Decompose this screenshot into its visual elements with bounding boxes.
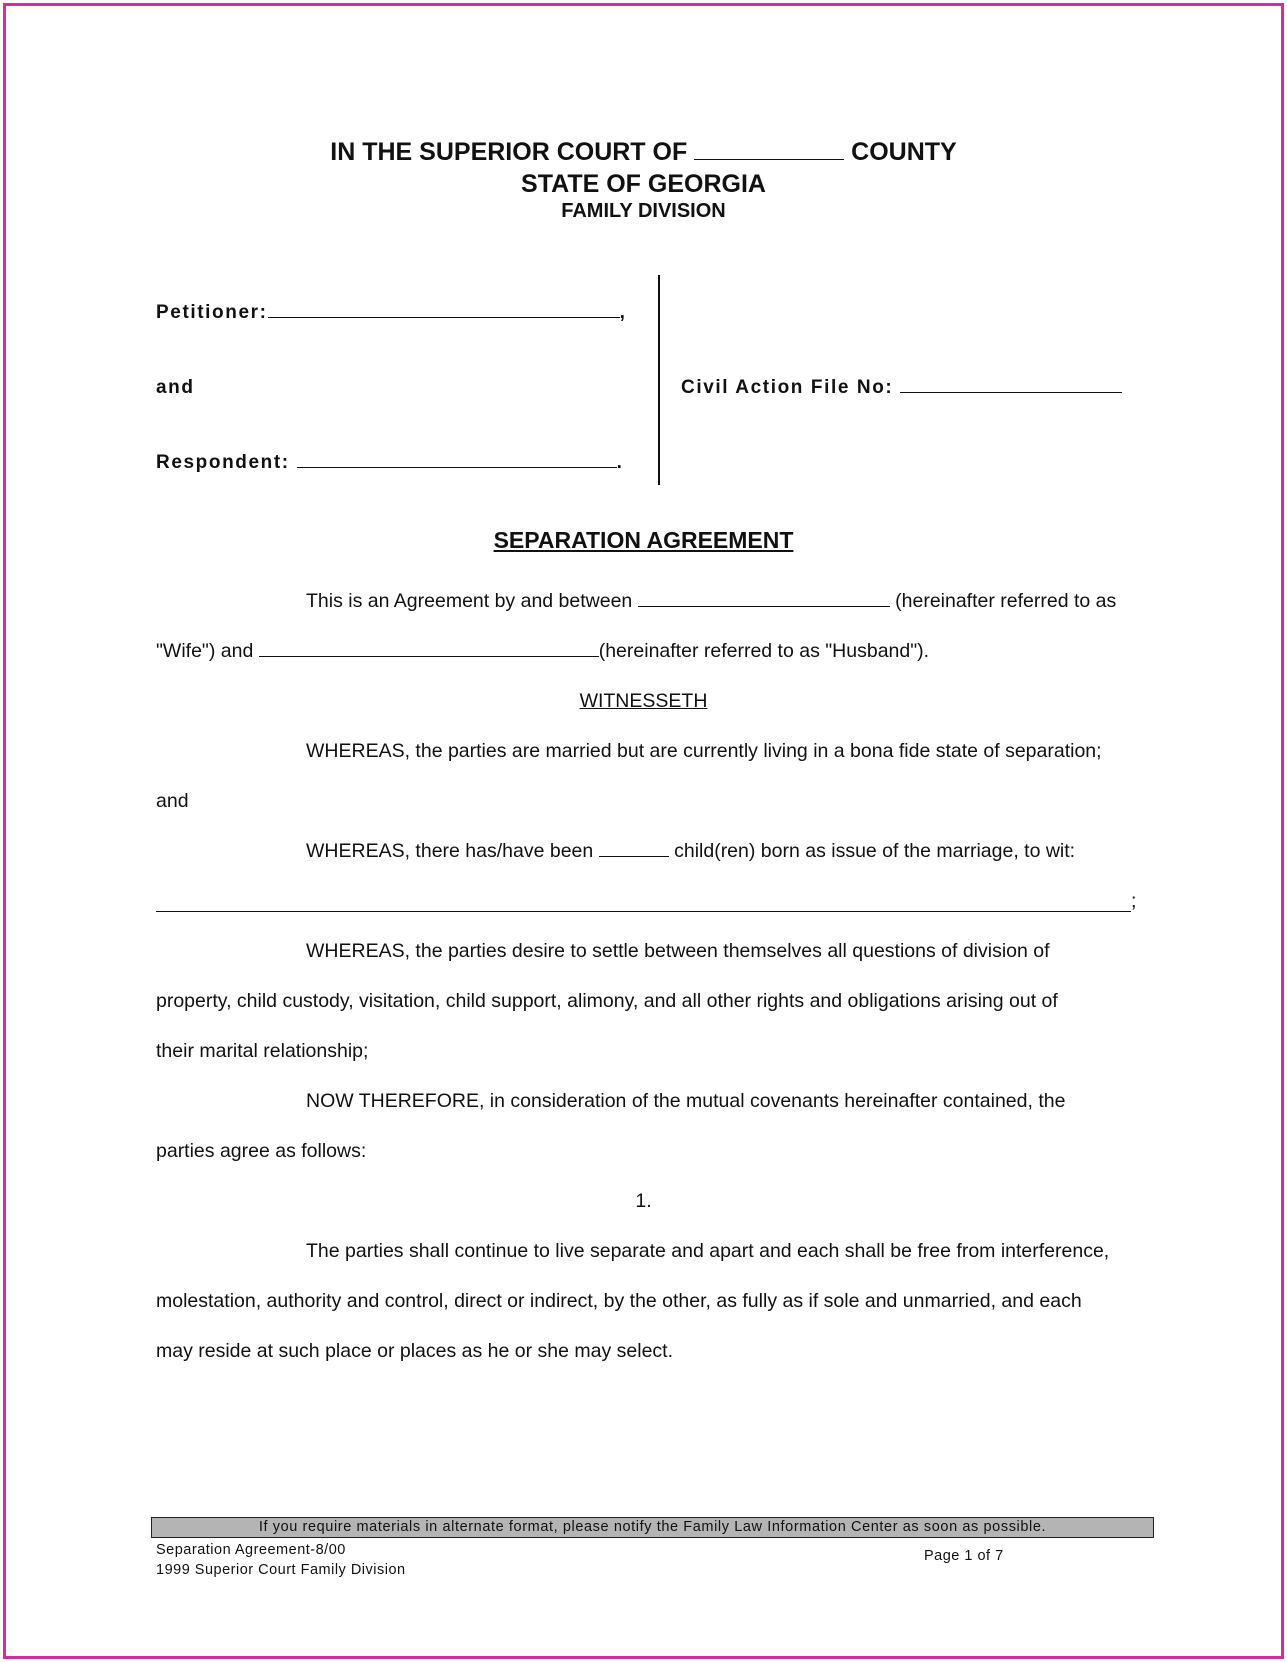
wife-name-blank — [638, 605, 890, 607]
agreement-line-1-end: (hereinafter referred to as — [895, 590, 1117, 612]
whereas-2-line-1 — [306, 840, 1075, 863]
court-heading-start: IN THE SUPERIOR COURT OF — [330, 138, 688, 166]
whereas-2-line-1-end: child(ren) born as issue of the marriage, to wit: — [674, 840, 1076, 862]
document-title: SEPARATION AGREEMENT — [493, 527, 794, 553]
whereas-3-line-2: property, child custody, visitation, child support, alimony, and all other rights and obligations arising out of — [156, 990, 1058, 1012]
whereas-1-line-2: and — [156, 790, 189, 812]
court-year: 1999 Superior Court Family Division — [156, 1562, 406, 1578]
petitioner-end: , — [619, 302, 627, 323]
agreement-line-2-start: "Wife") and — [156, 640, 254, 662]
division-heading: FAMILY DIVISION — [561, 200, 726, 222]
section-number: 1. — [635, 1190, 652, 1212]
petitioner-blank — [268, 316, 620, 318]
respondent-label: Respondent: — [156, 452, 290, 473]
witnesseth-heading: WITNESSETH — [579, 690, 708, 712]
petitioner-line — [156, 302, 626, 324]
alternate-format-banner: If you require materials in alternate format, please notify the Family Law Information Center as soon as possible. — [151, 1517, 1154, 1538]
caption-divider — [658, 275, 660, 485]
page-number: Page 1 of 7 — [924, 1548, 1004, 1564]
petitioner-label: Petitioner: — [156, 302, 268, 323]
county-blank — [694, 158, 844, 160]
children-count-blank — [599, 855, 669, 857]
whereas-2-line-2-end: ; — [1131, 890, 1137, 912]
whereas-3-line-3: their marital relationship; — [156, 1040, 369, 1062]
and-label: and — [156, 377, 195, 398]
agreement-line-1-start: This is an Agreement by and between — [306, 590, 633, 612]
children-names-blank — [156, 911, 1131, 912]
state-heading: STATE OF GEORGIA — [521, 170, 766, 198]
court-heading — [0, 138, 1287, 167]
court-heading-end: COUNTY — [851, 138, 957, 166]
agreement-line-1 — [306, 590, 1116, 613]
civil-action-label: Civil Action File No: — [681, 377, 894, 398]
form-id: Separation Agreement-8/00 — [156, 1542, 346, 1558]
section-1-line-1: The parties shall continue to live separate and apart and each shall be free from interference, — [306, 1240, 1110, 1262]
page-border — [3, 3, 1284, 1659]
whereas-3-line-1: WHEREAS, the parties desire to settle between themselves all questions of division of — [306, 940, 1050, 962]
now-therefore-line-2: parties agree as follows: — [156, 1140, 367, 1162]
section-1-line-3: may reside at such place or places as he or she may select. — [156, 1340, 673, 1362]
civil-action-line — [681, 377, 1122, 399]
agreement-line-2-end: (hereinafter referred to as "Husband"). — [598, 640, 930, 662]
section-1-line-2: molestation, authority and control, direct or indirect, by the other, as fully as if sole and unmarried, and each — [156, 1290, 1082, 1312]
civil-action-blank — [900, 391, 1122, 393]
respondent-end: . — [616, 452, 624, 473]
agreement-line-2 — [156, 640, 929, 663]
respondent-blank — [297, 466, 617, 468]
respondent-line — [156, 452, 624, 474]
whereas-2-line-1-start: WHEREAS, there has/have been — [306, 840, 594, 862]
husband-name-blank — [259, 655, 599, 657]
whereas-1-line-1: WHEREAS, the parties are married but are currently living in a bona fide state of separation; — [306, 740, 1102, 762]
now-therefore-line-1: NOW THEREFORE, in consideration of the mutual covenants hereinafter contained, the — [306, 1090, 1066, 1112]
